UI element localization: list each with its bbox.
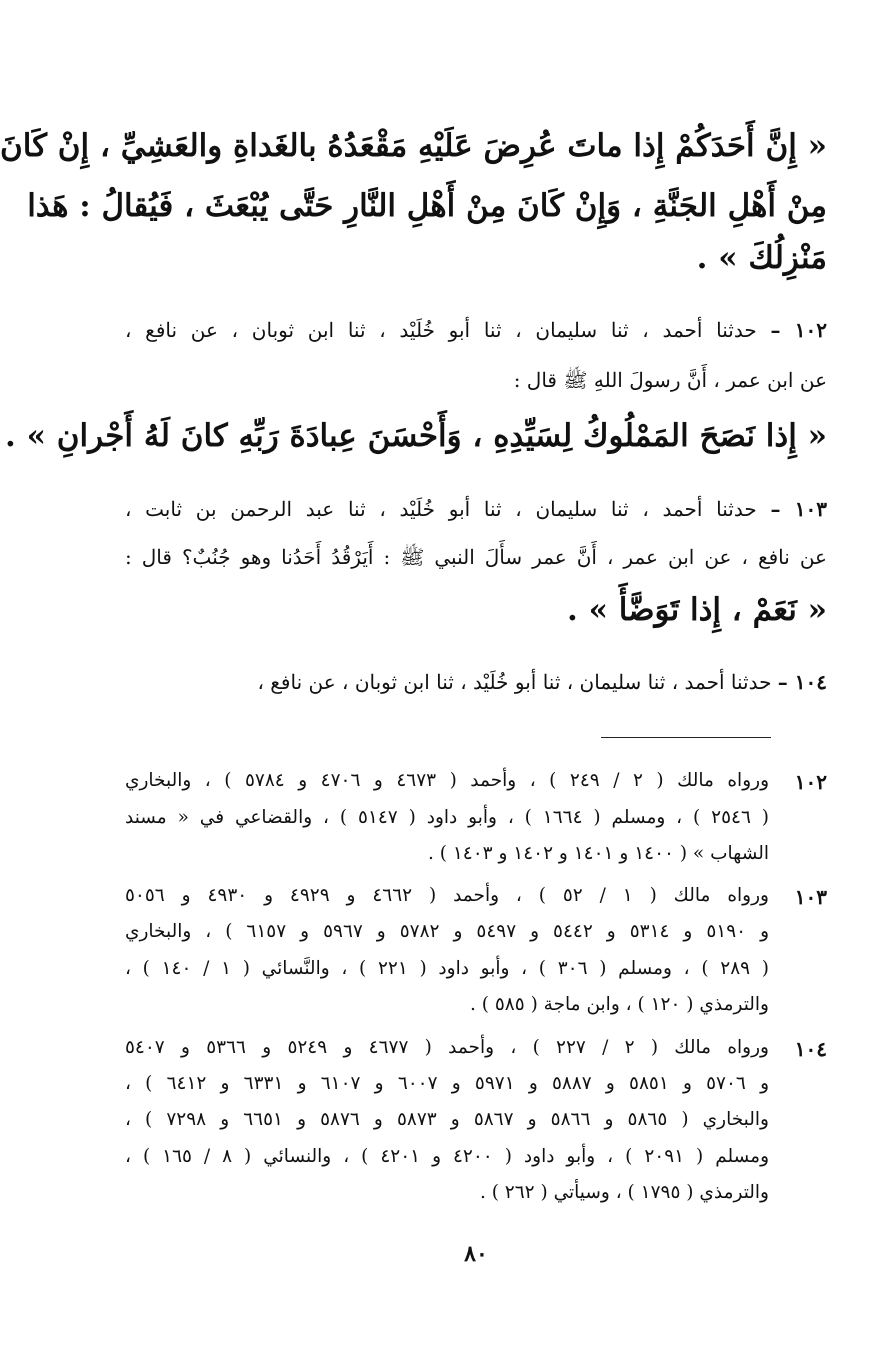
hadith-text-line: « نَعَمْ ، إِذا تَوَضَّأَ » . <box>567 592 827 628</box>
isnad-line: عن نافع ، عن ابن عمر ، أَنَّ عمر سأَلَ النبي ﷺ : أَيَرْقُدُ أَحَدُنا وهو جُنُبٌ؟ قال : <box>125 545 827 569</box>
isnad-line: عن ابن عمر ، أَنَّ رسولَ اللهِ ﷺ قال : <box>513 368 827 392</box>
isnad-line <box>125 318 827 342</box>
page-number: ٨٠ <box>464 1241 488 1267</box>
footnote-number: ١٠٢ <box>794 770 827 794</box>
hadith-number: ١٠٢ – <box>770 318 827 342</box>
footnote-number: ١٠٣ <box>794 885 827 909</box>
footnote-line: ورواه مالك ( ٢ / ٢٢٧ ) ، وأحمد ( ٤٦٧٧ و ٥٢٤٩ و ٥٣٦٦ و ٥٤٠٧ <box>125 1037 769 1058</box>
footnote-line: و ٥٧٠٦ و ٥٨٥١ و ٥٨٨٧ و ٥٩٧١ و ٦٠٠٧ و ٦١٠٧ و ٦٣٣١ و ٦٤١٢ ) ، <box>125 1073 770 1094</box>
footnote-line: ( ٢٨٩ ) ، ومسلم ( ٣٠٦ ) ، وأبو داود ( ٢٢١ ) ، والنَّسائي ( ١ / ١٤٠ ) ، <box>125 958 770 979</box>
footnote-line: ورواه مالك ( ١ / ٥٢ ) ، وأحمد ( ٤٦٦٢ و ٤٩٢٩ و ٤٩٣٠ و ٥٠٥٦ <box>125 885 769 906</box>
footnote-divider <box>601 737 771 738</box>
isnad-line <box>125 497 827 521</box>
hadith-text-line: « إِنَّ أَحَدَكُمْ إِذا ماتَ عُرِضَ عَلَيْهِ مَقْعَدُهُ بالغَداةِ والعَشِيِّ ، إِنْ كَانَ <box>0 128 827 164</box>
footnote-line: الشهاب » ( ١٤٠٠ و ١٤٠١ و ١٤٠٢ و ١٤٠٣ ) . <box>427 843 769 864</box>
footnote-number: ١٠٤ <box>794 1037 827 1061</box>
footnote-line: والبخاري ( ٥٨٦٥ و ٥٨٦٦ و ٥٨٦٧ و ٥٨٧٣ و ٥٨٧٦ و ٦٦٥١ و ٧٢٩٨ ) ، <box>125 1109 769 1130</box>
footnote-line: ومسلم ( ٢٠٩١ ) ، وأبو داود ( ٤٢٠٠ و ٤٢٠١ ) ، والنسائي ( ٨ / ١٦٥ ) ، <box>125 1146 770 1167</box>
hadith-text-line: مَنْزِلُكَ » . <box>696 240 827 276</box>
isnad-line <box>125 670 827 694</box>
footnote-line: و ٥١٩٠ و ٥٣١٤ و ٥٤٤٢ و ٥٤٩٧ و ٥٧٨٢ و ٥٩٦٧ و ٦١٥٧ ) ، والبخاري <box>125 921 770 942</box>
isnad-text: حدثنا أحمد ، ثنا سليمان ، ثنا أبو خُلَيْد ، ثنا ابن ثوبان ، عن نافع ، <box>125 318 757 342</box>
hadith-text-line: « إِذا نَصَحَ المَمْلُوكُ لِسَيِّدِهِ ، وَأَحْسَنَ عِبادَةَ رَبِّهِ كانَ لَهُ أَجْرانِ » . <box>5 418 827 454</box>
footnote-line: ورواه مالك ( ٢ / ٢٤٩ ) ، وأحمد ( ٤٦٧٣ و ٤٧٠٦ و ٥٧٨٤ ) ، والبخاري <box>125 770 770 791</box>
footnote-line: والترمذي ( ١٧٩٥ ) ، وسيأتي ( ٢٦٢ ) . <box>479 1182 769 1203</box>
footnote-line: ( ٢٥٤٦ ) ، ومسلم ( ١٦٦٤ ) ، وأبو داود ( ٥١٤٧ ) ، والقضاعي في « مسند <box>125 807 769 828</box>
hadith-text-line: مِنْ أَهْلِ الجَنَّةِ ، وَإِنْ كَانَ مِنْ أَهْلِ النَّارِ حَتَّى يُبْعَثَ ، فَيُقالُ : هَذا <box>27 188 827 224</box>
hadith-number: ١٠٣ – <box>770 497 827 521</box>
isnad-text: حدثنا أحمد ، ثنا سليمان ، ثنا أبو خُلَيْد ، ثنا ابن ثوبان ، عن نافع ، <box>257 670 772 694</box>
isnad-text: حدثنا أحمد ، ثنا سليمان ، ثنا أبو خُلَيْد ، ثنا عبد الرحمن بن ثابت ، <box>125 497 757 521</box>
hadith-number: ١٠٤ – <box>777 670 827 694</box>
footnote-line: والترمذي ( ١٢٠ ) ، وابن ماجة ( ٥٨٥ ) . <box>470 994 769 1015</box>
